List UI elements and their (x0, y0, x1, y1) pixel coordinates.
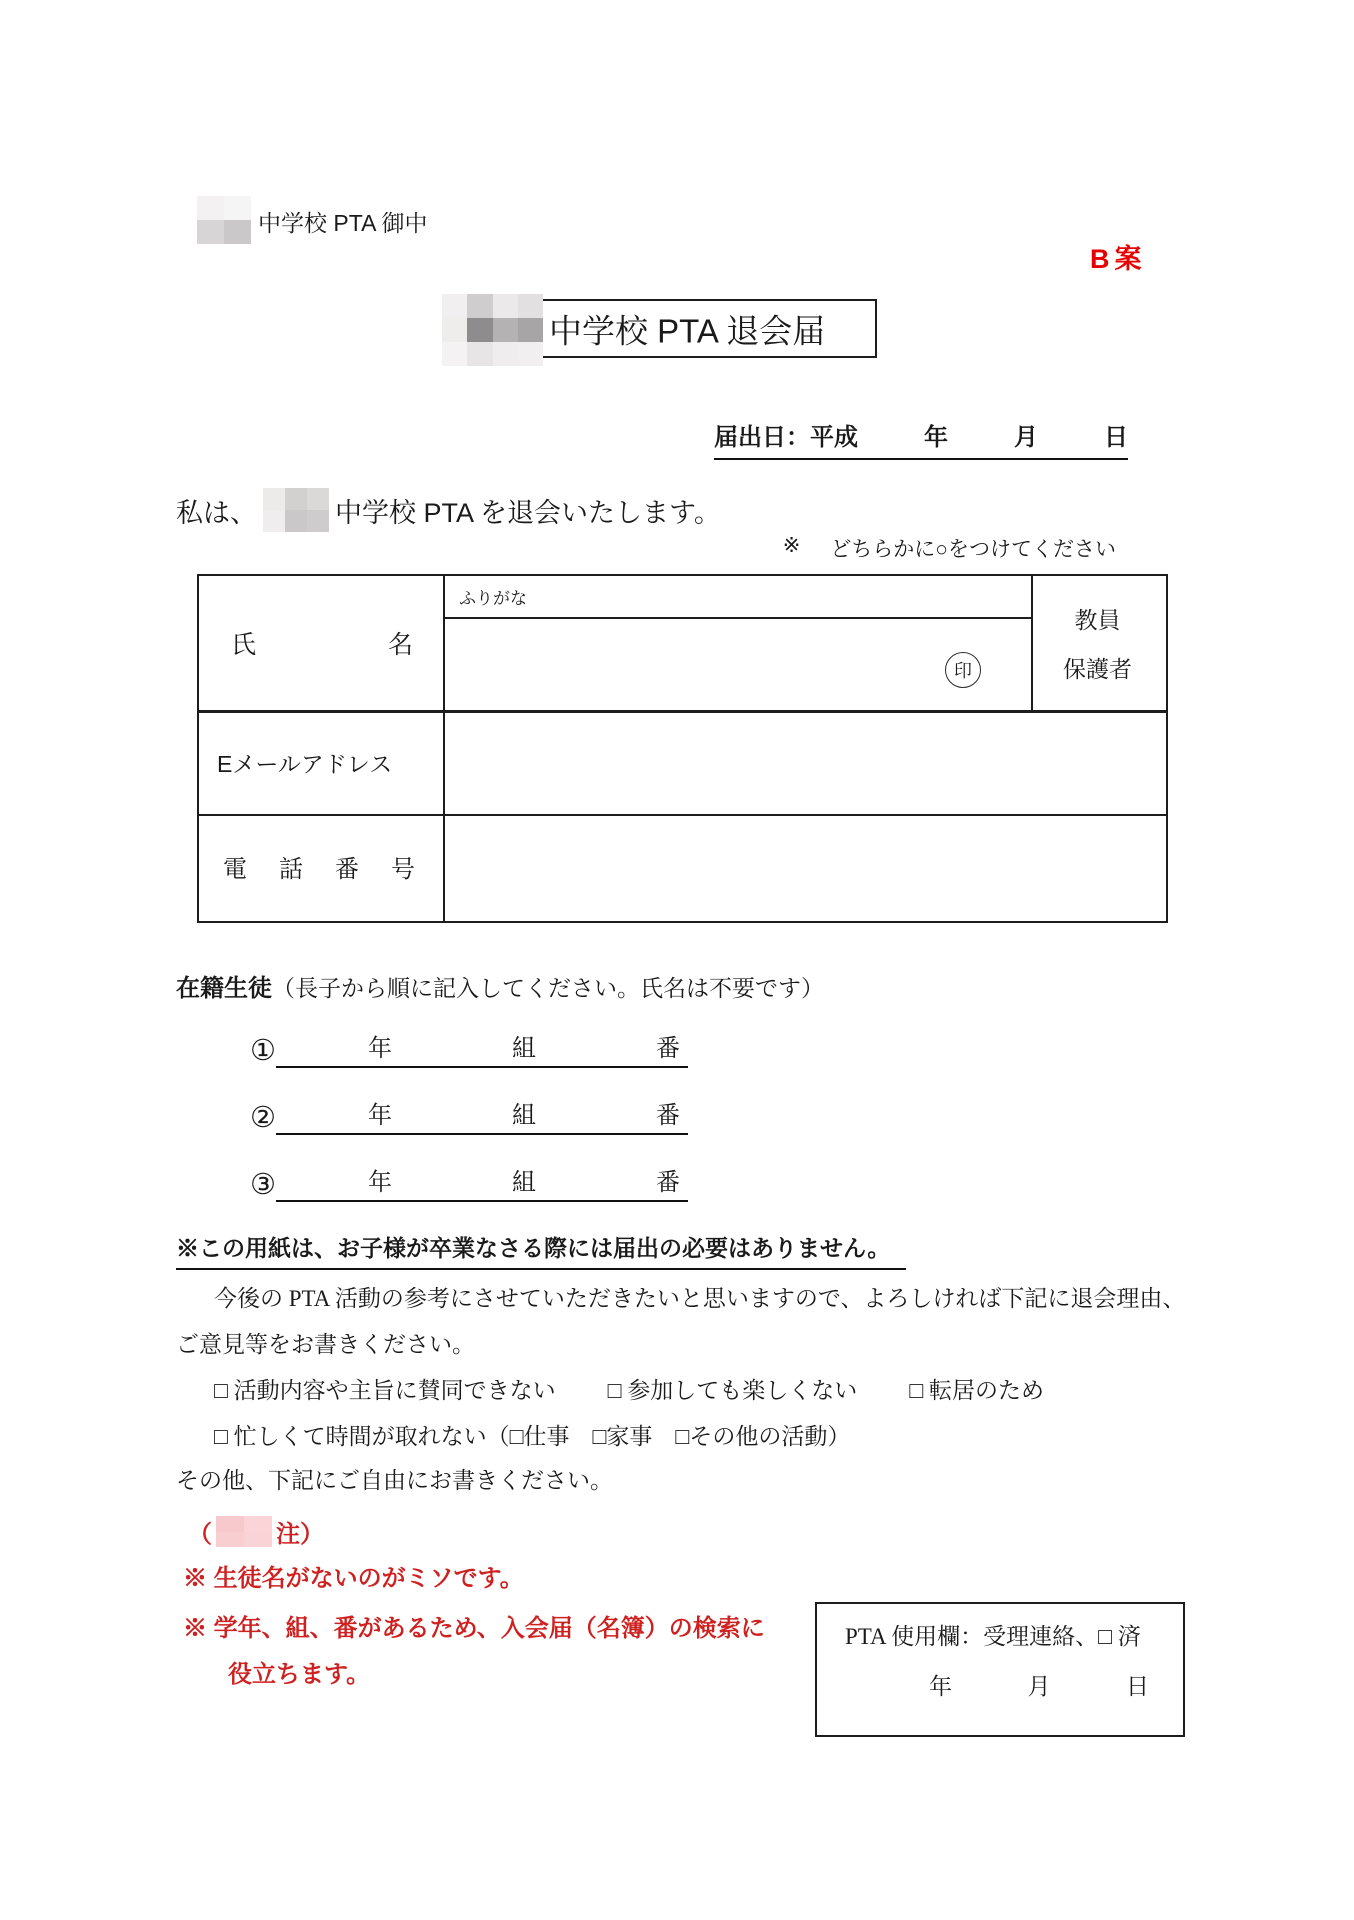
red-note-2-line-2: 役立ちます。 (228, 1661, 371, 1688)
reference-mark: ※ (782, 533, 801, 557)
redacted-school-name-mosaic (197, 196, 251, 244)
body-line-2: ご意見等をお書きください。 (176, 1332, 475, 1357)
email-input-area (449, 716, 1149, 808)
furigana-label: ふりがな (459, 589, 527, 608)
declaration-before: 私は、 (176, 497, 257, 528)
date-month-label: 月 (1014, 424, 1038, 451)
member-info-table (197, 574, 1168, 923)
role-guardian: 保護者 (1063, 656, 1132, 682)
student-row-1-blanks (276, 1028, 688, 1068)
class-label: 組 (512, 1035, 536, 1062)
number-label: 番 (656, 1102, 680, 1129)
phone-label-char-3: 番 (335, 855, 359, 883)
student-row-2 (250, 1095, 688, 1135)
student-row-2-blanks (276, 1095, 688, 1135)
phone-label-char-2: 話 (279, 855, 303, 883)
number-label: 番 (656, 1035, 680, 1062)
label-column-divider (443, 576, 445, 921)
page-title: 中学校 PTA 退会届 (549, 312, 826, 349)
circle-instruction-text: どちらかに○をつけてください (830, 537, 1116, 561)
free-comment-note: その他、下記にご自由にお書きください。 (176, 1468, 613, 1493)
furigana-divider (443, 617, 1031, 619)
red-note-paren-close: 注） (276, 1521, 324, 1548)
role-options (1031, 576, 1164, 710)
phone-label (223, 814, 415, 918)
year-label: 年 (368, 1169, 392, 1196)
red-note-paren-open: （ (188, 1521, 212, 1548)
student-row-3-blanks (276, 1162, 688, 1202)
students-heading (176, 968, 824, 1003)
role-teacher: 教員 (1074, 607, 1121, 633)
students-heading-note: （長子から順に記入してください。氏名は不要です） (272, 976, 824, 1001)
student-row-1-number: ① (250, 1035, 276, 1068)
red-note-attribution (188, 1514, 324, 1549)
declaration-line (176, 488, 721, 532)
date-day-label: 日 (1104, 424, 1128, 451)
student-row-2-number: ② (250, 1102, 276, 1135)
name-label (231, 576, 413, 710)
plan-label: B案 (1090, 244, 1147, 274)
pta-office-use-box (815, 1602, 1185, 1737)
body-line-1: 今後の PTA 活動の参考にさせていただきたいと思いますので、よろしければ下記に退会理由、 (214, 1286, 1186, 1311)
submission-date-line (714, 417, 1128, 460)
red-note-1: ※ 生徒名がないのがミソです。 (183, 1565, 524, 1592)
reason-option-2: □ 参加しても楽しくない (607, 1378, 858, 1403)
email-label: Eメールアドレス (217, 750, 393, 777)
student-row-3 (250, 1162, 688, 1202)
year-label: 年 (368, 1102, 392, 1129)
date-year-label: 年 (924, 424, 948, 451)
seal-mark-char: 印 (954, 661, 972, 681)
reason-option-1: □ 活動内容や主旨に賛同できない (214, 1378, 556, 1403)
name-input-area (449, 621, 929, 706)
year-label: 年 (368, 1035, 392, 1062)
redacted-school-name-inline-mosaic (263, 488, 329, 532)
recipient-line: 中学校 PTA 御中 (258, 210, 428, 236)
student-row-3-number: ③ (250, 1169, 276, 1202)
circle-instruction (660, 533, 1116, 563)
phone-label-char-1: 電 (223, 855, 247, 883)
pta-office-use-date-line (929, 1668, 1149, 1701)
graduation-note: ※この用紙は、お子様が卒業なさる際には届出の必要はありません。 (176, 1230, 906, 1270)
reason-checkbox-row-1 (214, 1372, 1044, 1405)
name-label-char-2: 名 (387, 631, 413, 659)
pta-office-use-line-1: PTA 使用欄：受理連絡、□ 済 (845, 1624, 1141, 1649)
reason-checkbox-row-2: □ 忙しくて時間が取れない（□仕事 □家事 □その他の活動） (214, 1424, 851, 1449)
redacted-note-name-mosaic (216, 1516, 272, 1547)
class-label: 組 (512, 1169, 536, 1196)
name-label-char-1: 氏 (231, 631, 257, 659)
student-row-1 (250, 1028, 688, 1068)
students-heading-bold: 在籍生徒 (176, 975, 272, 1002)
declaration-after: 中学校 PTA を退会いたします。 (335, 497, 721, 528)
number-label: 番 (656, 1169, 680, 1196)
seal-mark (945, 652, 981, 688)
class-label: 組 (512, 1102, 536, 1129)
date-prefix: 届出日：平成 (714, 424, 858, 451)
pta-month-label: 月 (1027, 1674, 1051, 1699)
pta-year-label: 年 (929, 1674, 952, 1699)
red-note-2-line-1: ※ 学年、組、番があるため、入会届（名簿）の検索に (183, 1615, 765, 1642)
phone-label-char-4: 号 (391, 855, 415, 883)
reason-option-3: □ 転居のため (909, 1378, 1044, 1403)
pta-day-label: 日 (1126, 1674, 1149, 1699)
phone-input-area (449, 820, 1149, 912)
redacted-school-name-title-mosaic (442, 294, 543, 366)
